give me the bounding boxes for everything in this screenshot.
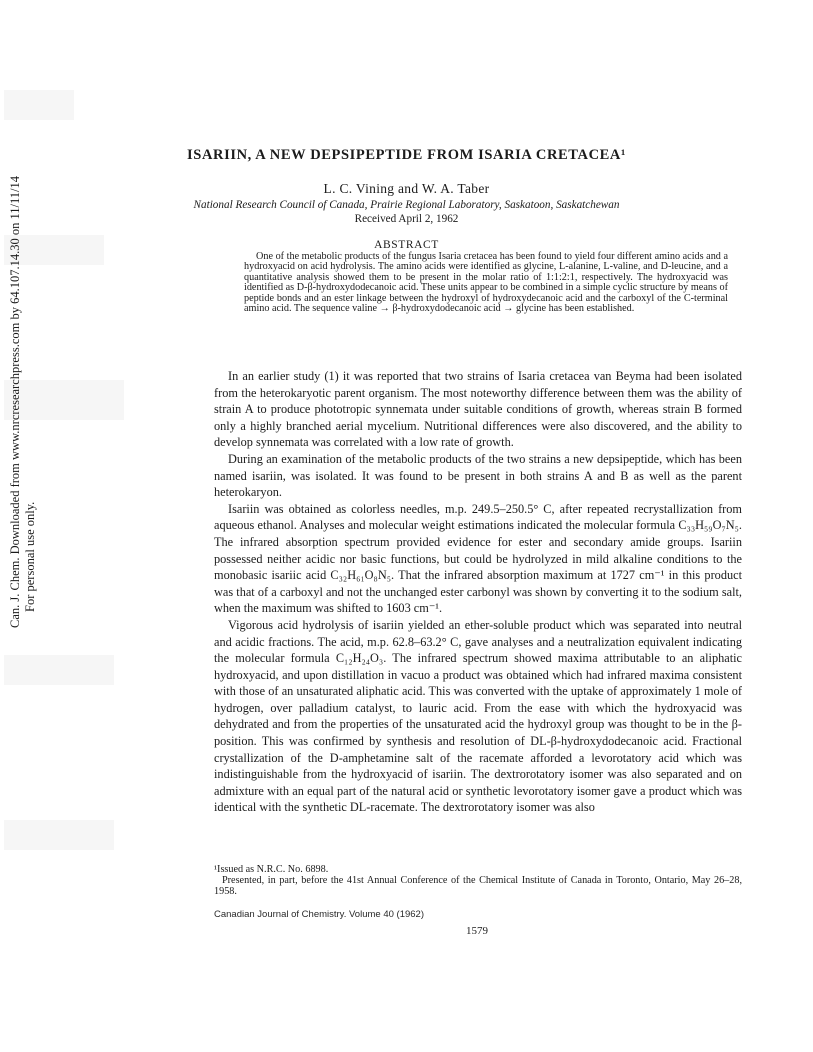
scan-artifact (4, 820, 114, 850)
footnote-1: ¹Issued as N.R.C. No. 6898. (214, 864, 329, 875)
received-date: Received April 2, 1962 (354, 213, 459, 225)
abstract-text: One of the metabolic products of the fungus Isaria cretacea has been found to yield four different amino acids and a hydroxyacid on acid hydrolysis. The amino acids were identified as glycine, L-alanine, L-valine, and D-leucine, and a quantitative analysis showed them to be present in the molar ratio of 1:1:2:1, respectively. The hydroxyacid was identified as D-β-hydroxydodecanoic acid. These units appear to be combined in a simple cyclic structure by means of peptide bonds and an ester linkage between the hydroxyl of hydroxydecanoic acid and the carboxyl of the C-terminal amino acid. The sequence valine → β-hydroxydodecanoic acid → glycine has been established. (244, 251, 728, 315)
download-watermark (2, 176, 40, 670)
paper-authors: L. C. Vining and W. A. Taber (323, 181, 490, 196)
footnote-2: Presented, in part, before the 41st Annual Conference of the Chemical Institute of Canada in Toronto, Ontario, May 26–28, 1958. (214, 875, 742, 897)
abstract-heading: ABSTRACT (374, 239, 439, 251)
watermark-line-1: Can. J. Chem. Downloaded from www.nrcresearchpress.com by 64.107.14.30 on 11/11/14 (8, 176, 22, 628)
author-affiliation: National Research Council of Canada, Prairie Regional Laboratory, Saskatoon, Saskatchewan (193, 199, 620, 211)
paper-title: ISARIIN, A NEW DEPSIPEPTIDE FROM ISARIA CRETACEA¹ (187, 147, 626, 163)
journal-citation: Canadian Journal of Chemistry. Volume 40 (1962) (214, 909, 424, 920)
watermark-line-2: For personal use only. (23, 501, 37, 612)
body-text (214, 368, 742, 816)
page-number: 1579 (466, 925, 488, 937)
scan-artifact (4, 90, 74, 120)
body-paragraph: Vigorous acid hydrolysis of isariin yielded an ether-soluble product which was separated into neutral and acidic fractions. The acid, m.p. 62.8–63.2° C, gave analyses and a neutralization equivalent indicating the molecular formula C₁₂H₂₄O₃. The infrared spectrum showed maxima attributable to an aliphatic hydroxyacid, and upon distillation in vacuo a product was obtained which had infrared maxima consistent with those of an unsaturated aliphatic acid. This was converted with the uptake of approximately 1 mole of hydrogen, over palladium catalyst, to lauric acid. From the ease with which the hydroxyacid was dehydrated and from the properties of the unsaturated acid the hydroxyl group was thought to be in the β-position. This was confirmed by synthesis and resolution of DL-β-hydroxydodecanoic acid. Fractional crystallization of the D-amphetamine salt of the racemate afforded a levorotatory acid which was indistinguishable from the hydroxyacid of isariin. The dextrorotatory isomer was also separated and on admixture with an equal part of the natural acid or synthetic levorotatory isomer gave a product which was identical with the synthetic DL-racemate. The dextrorotatory isomer was also (214, 617, 742, 815)
body-paragraph: In an earlier study (1) it was reported that two strains of Isaria cretacea van Beyma had been isolated from the heterokaryotic parent organism. The most noteworthy difference between them was the ability of strain A to produce phototropic synnemata under suitable conditions of growth, whereas strain B formed only a highly branched aerial mycelium. Nutritional differences were also discovered, and the ability to develop synnemata was correlated with a low rate of growth. (214, 369, 742, 450)
body-paragraph: During an examination of the metabolic products of the two strains a new depsipeptide, which has been named isariin, was isolated. It was found to be present in both strains A and B as well as the parent heterokaryon. (214, 451, 742, 500)
footnotes (214, 864, 742, 897)
body-paragraph: Isariin was obtained as colorless needles, m.p. 249.5–250.5° C, after repeated recrystallization from aqueous ethanol. Analyses and molecular weight estimations indicated the molecular formula C₃₃H₅₉O₇N₅. The infrared absorption spectrum provided evidence for ester and secondary amide groups. Isariin possessed neither acidic nor basic functions, but could be hydrolyzed in mild alkaline conditions to the monobasic isariic acid C₃₂H₆₁O₈N₅. That the infrared absorption maximum at 1727 cm⁻¹ in this product was that of a carboxyl and not the unchanged ester carbonyl was shown by converting it to the sodium salt, when the maximum was shifted to 1603 cm⁻¹. (214, 501, 742, 616)
